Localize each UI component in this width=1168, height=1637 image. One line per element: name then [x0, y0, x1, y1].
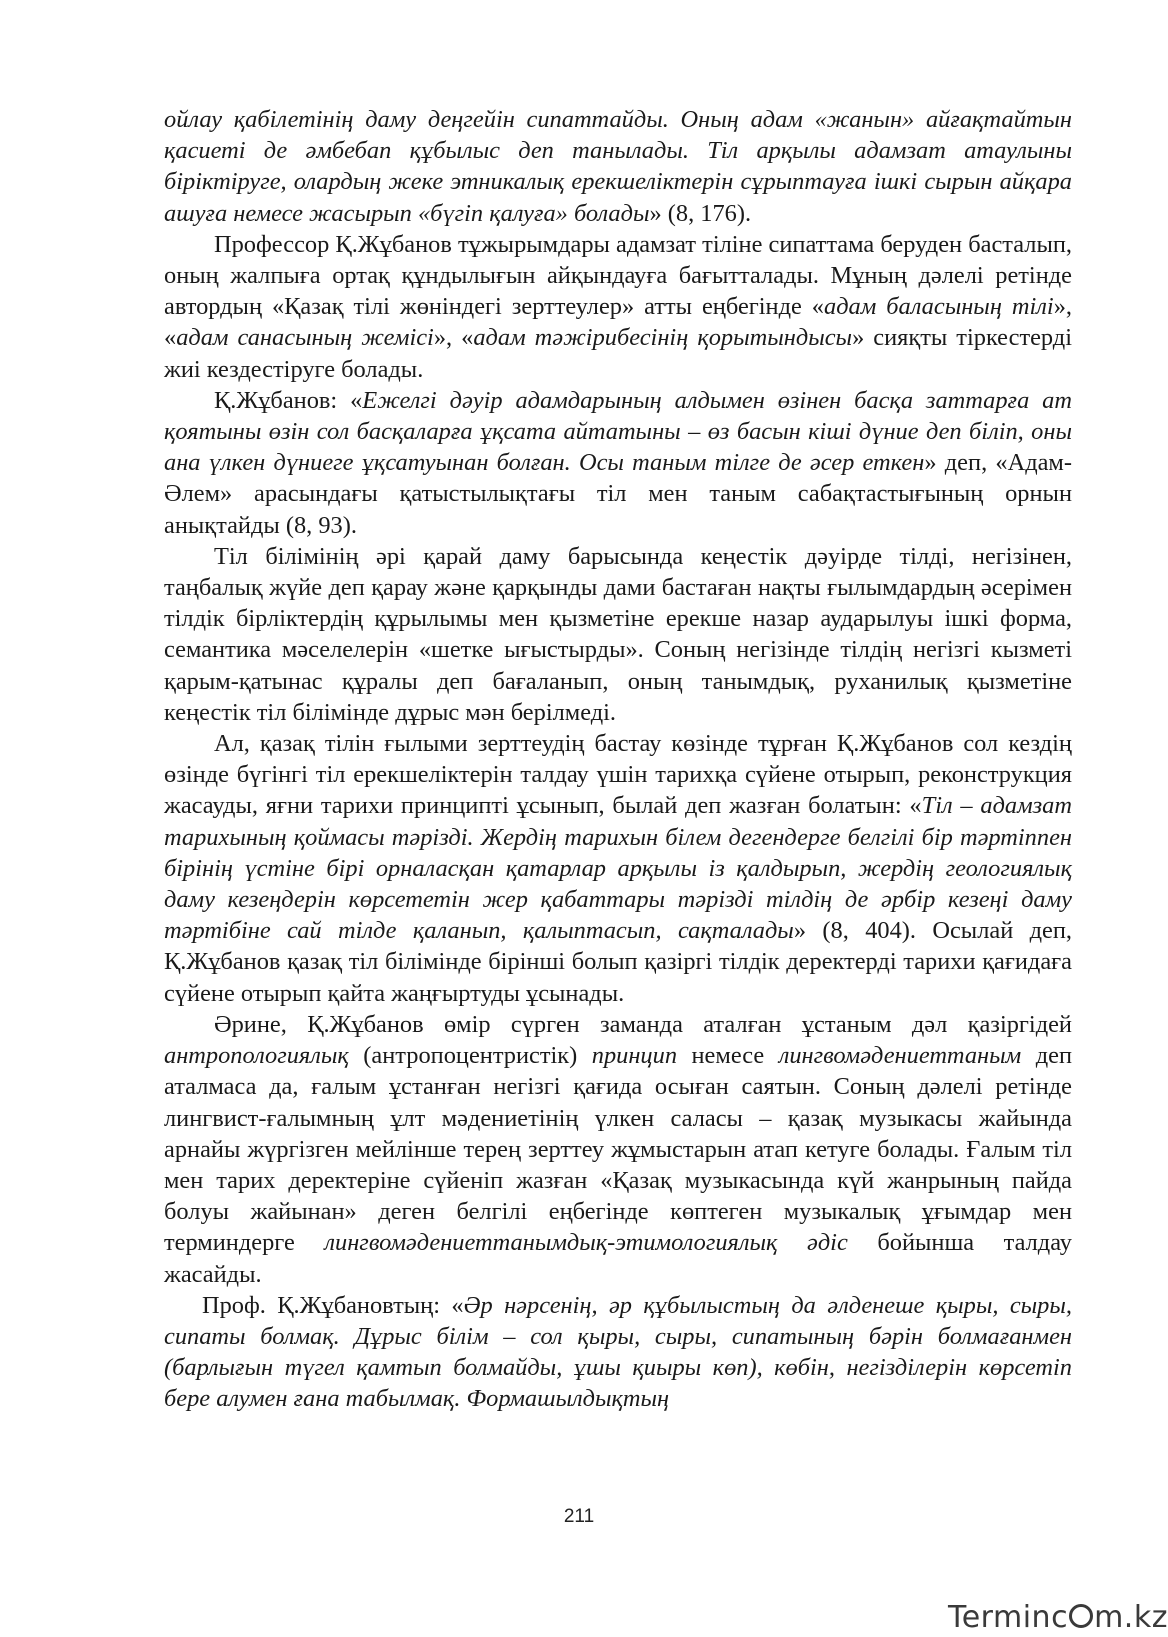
text-run: Проф. Қ.Жұбановтың: « [202, 1291, 464, 1319]
italic-run: ойлау қабілетінің даму деңгейін сипаттайды. Оның адам «жанын» айғақтайтын қасиеті де әмбебап құбылыс деп танылады. Тіл арқылы адамзат атаулыны біріктіруге, олардың жеке этникалық ерекшеліктерін сұрыптауға ішкі сырын айқара ашуға немесе жасырып «бүгіп қалуға» болады [164, 106, 1072, 227]
italic-run: лингвомәдениеттаным [778, 1042, 1022, 1070]
italic-run: Ежелгі дәуір адамдарының алдымен өзінен басқа заттарға ат қоятыны өзін сол басқаларға ұқсата айтатыны – өз басын кіші дүние деп біліп, оны ана үлкен дүниеге ұқсатуынан болған. Осы таным тілге де әсер еткен [164, 386, 1072, 477]
text-run: бойынша талдау жасайды. [164, 1229, 1072, 1288]
italic-run: антропологиялық [164, 1042, 349, 1070]
text-run: » деп, «Адам-Әлем» арасындағы қатыстылықтағы тіл мен таным сабақтастығының орнын анықтайды (8, 93). [164, 449, 1072, 539]
text-run: », « [164, 293, 1072, 352]
text-run: Тіл білімінің әрі қарай даму барысында кеңестік дәуірде тілді, негізінен, таңбалық жүйе деп қарау және қарқынды дами бастаған нақты ғылымдардың әсерімен тілдік бірліктердің құрылымы мен қызметіне ерекше назар аударылуы ішкі форма, семантика мәселелерін «шетке ығыстырды». Соның негізінде тілдің негізгі кызметі қарым-қатынас құралы деп бағаланып, оның танымдық, руханилық қызметіне кеңестік тіл білімінде дұрыс мән берілмеді. [164, 542, 1072, 726]
italic-run: адам санасының жемісі [176, 324, 434, 352]
page-body [164, 104, 1072, 1415]
text-run: » сияқты тіркестерді жиі кездестіруге болады. [164, 324, 1072, 383]
italic-run: лингвомәдениеттанымдық-этимологиялық әдіс [324, 1229, 848, 1257]
text-run: (антропоцентристік) [348, 1042, 592, 1070]
text-run: деп аталмаса да, ғалым ұстанған негізгі қағида осыған саятын. Соның дәлелі ретінде лингвист-ғалымның ұлт мәдениетінің үлкен саласы – қазақ музыкасы жайында арнайы жүргізген мейлінше терең зерттеу жұмыстарын атап кетуге болады. Ғалым тіл мен тарих деректеріне сүйеніп жазған «Қазақ музыкасында күй жанрының пайда болуы жайынан» деген белгілі еңбегінде көптеген музыкалық ұғымдар мен терминдерге [164, 1042, 1072, 1257]
paragraph-7 [164, 1290, 1072, 1415]
text-run: » (8, 176). [649, 199, 752, 227]
text-run: Ал, қазақ тілін ғылыми зерттеудің бастау көзінде тұрған Қ.Жұбанов сол кездің өзінде бүгінгі тіл ерекшеліктерін талдау үшін тарихқа сүйене отырып, реконструкция жасауды, яғни тарихи принципті ұсынып, былай деп жазған болатын: « [164, 730, 1072, 820]
text-run: немесе [677, 1042, 779, 1070]
paragraph-3 [164, 385, 1072, 541]
italic-run: принцип [591, 1042, 678, 1070]
logo-text-end: m.kz [1094, 1600, 1168, 1635]
logo-o-circle-icon [1069, 1604, 1093, 1628]
text-run: » (8, 404). Осылай деп, Қ.Жұбанов қазақ тіл білімінде бірінші болып қазіргі тілдік деректерді тарихи қағидаға сүйене отырып қайта жаңғыртуды ұсынады. [164, 917, 1073, 1007]
logo-text-start: Terminc [948, 1600, 1069, 1635]
paragraph-4 [164, 541, 1072, 728]
text-run: Қ.Жұбанов: « [214, 386, 363, 414]
paragraph-5 [164, 728, 1072, 1009]
text-run: Профессор Қ.Жұбанов тұжырымдары адамзат тіліне сипаттама беруден басталып, оның жалпыға ортақ құндылығын айқындауға бағытталады. Мұның дәлелі ретінде автордың «Қазақ тілі жөніндегі зерттеулер» атты еңбегінде « [164, 230, 1072, 321]
italic-run: Тіл – адамзат тарихының қоймасы тәрізді. Жердің тарихын білем дегендерге белгілі бір тәртіппен бірінің үстіне бірі орналасқан қатарлар арқылы із қалдырып, жердің геологиялық даму кезеңдерін көрсететін жер қабаттары тәрізді тілдің де әрбір кезеңі даму тәртібіне сай тілде қаланып, қалыптасып, сақталады [164, 792, 1072, 945]
page-number: 211 [563, 1506, 595, 1527]
termincom-logo [948, 1600, 1168, 1635]
paragraph-6 [164, 1009, 1072, 1290]
text-run: Әрине, Қ.Жұбанов өмір сүрген заманда аталған ұстаным дәл қазіргідей [214, 1010, 1072, 1038]
paragraph-2 [164, 229, 1072, 385]
paragraph-1 [164, 104, 1072, 229]
italic-run: адам тәжірибесінің қорытындысы [473, 324, 853, 352]
italic-run: Әр нәрсенің, әр құбылыстың да әлденеше қыры, сыры, сипаты болмақ. Дұрыс білім – сол қыры, сыры, сипатының бәрін болмағанмен (барлығын түгел қамтып болмайды, ұшы қиыры көп), көбін, негізділерін көрсетіп бере алумен ғана табылмақ. Формашылдықтың [164, 1291, 1072, 1413]
text-run: », « [433, 324, 474, 352]
italic-run: адам баласының тілі [824, 293, 1054, 321]
